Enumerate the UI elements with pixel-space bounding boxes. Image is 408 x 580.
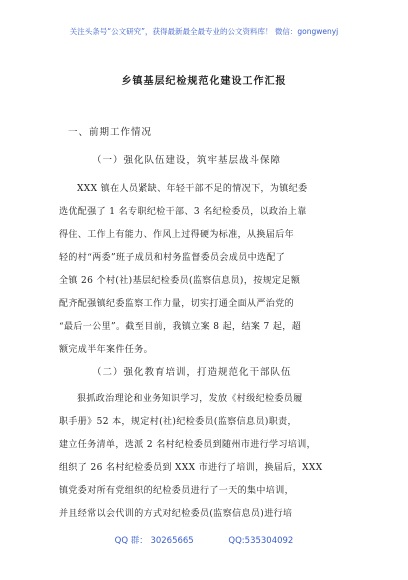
paragraph-line: XXX 镇在人员紧缺、年轻干部不足的情况下，为镇纪委 <box>77 184 308 194</box>
paragraph-line: 镇党委对所有党组织的纪检委员进行了一天的集中培训， <box>59 486 295 496</box>
subsection-heading-2: （二）强化教育培训，打造规范化干部队伍 <box>92 367 292 378</box>
paragraph-line: “最后一公里”。截至目前，我镇立案 8 起，结案 7 起，超 <box>59 322 302 332</box>
paragraph-line: 职手册》52 本，规定村(社)纪检委员(监察信息员)职责， <box>59 417 297 427</box>
paragraph-line: 全镇 26 个村(社)基层纪检委员(监察信息员)，按规定足额 <box>59 276 301 286</box>
paragraph-line: 选优配强了 1 名专职纪检干部、3 名纪检委员，以政治上靠 <box>59 207 307 217</box>
subsection-heading-1: （一）强化队伍建设，筑牢基层战斗保障 <box>92 155 282 166</box>
promo-banner: 关注头条号“公文研究”，获得最新最全最专业的公文资料库！ 微信：gongwenyj <box>69 27 339 36</box>
paragraph-line: 组织了 26 名村纪检委员到 XXX 市进行了培训，换届后，XXX <box>59 463 323 473</box>
paragraph-line: 建立任务清单，选派 2 名村纪检委员到随州市进行学习培训， <box>59 440 317 450</box>
paragraph-line: 狠抓政治理论和业务知识学习，发放《村级纪检委员履 <box>77 394 303 404</box>
qq-group-text: QQ 群： 30265665 <box>114 536 194 546</box>
qq-text: QQ:535304092 <box>228 536 294 546</box>
paragraph-2 <box>59 388 354 526</box>
paragraph-line: 并且经常以会代训的方式对纪检委员(监察信息员)进行培 <box>59 509 293 519</box>
paragraph-line: 额完成半年案件任务。 <box>59 345 154 355</box>
contact-footer <box>0 534 408 546</box>
paragraph-line: 配齐配强镇纪委监察工作力量，切实打通全面从严治党的 <box>59 299 295 309</box>
section-heading: 一、前期工作情况 <box>68 127 153 138</box>
paragraph-line: 轻的村“两委”班子成员和村务监督委员会成员中选配了 <box>59 253 286 263</box>
paragraph-1 <box>59 178 354 362</box>
paragraph-line: 得住、工作上有能力、作风上过得硬为标准，从换届后年 <box>59 230 295 240</box>
document-title: 乡镇基层纪检规范化建设工作汇报 <box>121 76 287 87</box>
